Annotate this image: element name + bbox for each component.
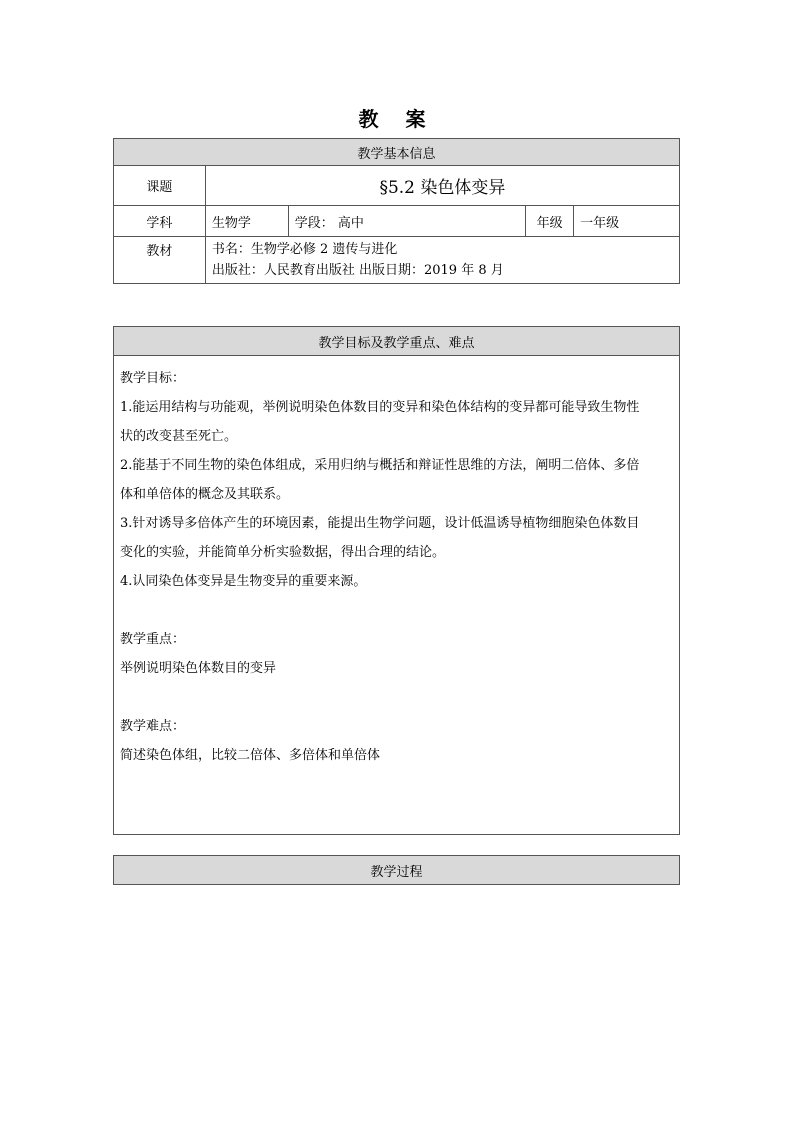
goals-content — [114, 356, 680, 835]
grade-value: 一年级 — [574, 206, 680, 237]
topic-label: 课题 — [114, 166, 206, 206]
objectives-title: 教学目标： — [120, 371, 186, 386]
difficulty-text: 简述染色体组，比较二倍体、多倍体和单倍体 — [120, 748, 381, 763]
difficulty-title: 教学难点： — [120, 719, 186, 734]
basic-info-table — [113, 138, 680, 284]
material-info — [205, 237, 679, 284]
key-point-title: 教学重点： — [120, 632, 186, 647]
objective-line: 3.针对诱导多倍体产生的环境因素，能提出生物学问题，设计低温诱导植物细胞染色体数目 — [120, 516, 640, 531]
grade-label: 年级 — [526, 206, 574, 237]
objective-line: 2.能基于不同生物的染色体组成，采用归纳与概括和辩证性思维的方法，阐明二倍体、多倍 — [120, 458, 640, 473]
objective-line: 变化的实验，并能简单分析实验数据，得出合理的结论。 — [120, 545, 446, 560]
goals-table — [113, 326, 680, 835]
book-line: 书名：生物学必修 2 遗传与进化 — [211, 242, 398, 257]
publisher-line: 出版社：人民教育出版社 出版日期：2019 年 8 月 — [211, 263, 504, 278]
objective-line: 4.认同染色体变异是生物变异的重要来源。 — [120, 574, 367, 589]
key-point-text: 举例说明染色体数目的变异 — [120, 661, 277, 676]
objective-line: 体和单倍体的概念及其联系。 — [120, 487, 290, 502]
stage-field: 学段： 高中 — [288, 206, 526, 237]
objective-line: 1.能运用结构与功能观，举例说明染色体数目的变异和染色体结构的变异都可能导致生物性 — [120, 400, 640, 415]
topic-value: §5.2 染色体变异 — [205, 166, 679, 206]
document-title: 教 案 — [358, 107, 436, 131]
process-header: 教学过程 — [114, 856, 680, 885]
material-label: 教材 — [114, 237, 206, 284]
objective-line: 状的改变甚至死亡。 — [120, 429, 238, 444]
goals-header: 教学目标及教学重点、难点 — [114, 327, 680, 356]
process-table — [113, 855, 680, 885]
basic-info-header: 教学基本信息 — [114, 139, 680, 166]
subject-value: 生物学 — [205, 206, 288, 237]
subject-label: 学科 — [114, 206, 206, 237]
